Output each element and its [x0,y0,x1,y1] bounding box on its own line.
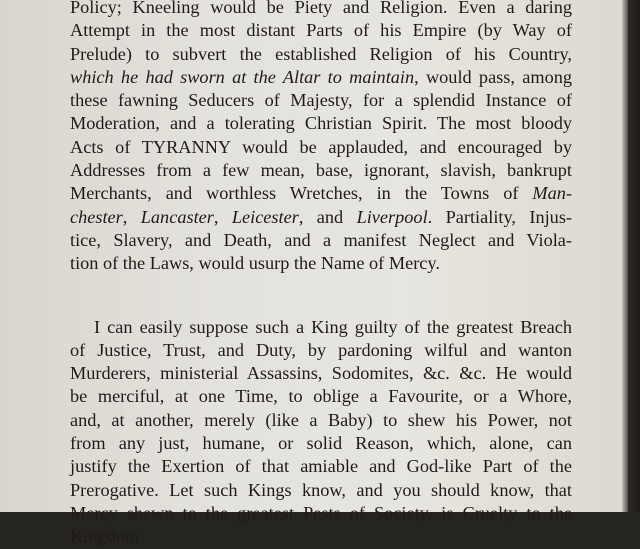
text-segment: Kingdom. [70,526,144,547]
text-segment: , [122,206,141,227]
article-text [70,0,572,549]
text-line [70,316,572,339]
text-segment: Prelude) to subvert the established Religion of his Country, [70,43,572,64]
text-segment: Attempt in the most distant Parts of his Empire (by Way of [70,20,572,41]
italic-text: Lancaster [140,206,214,227]
text-line [70,43,572,66]
text-segment: I can easily suppose such a King guilty of the greatest Breach [94,316,572,337]
text-segment: and, at another, merely (like a Baby) to shew his Power, not [70,409,572,430]
paragraph-1 [70,0,572,276]
text-segment: Murderers, ministerial Assassins, Sodomites, &c. &c. He would [70,363,572,384]
italic-text: which he had sworn at the Altar to maintain [70,66,415,87]
text-line [70,362,572,385]
text-line [70,182,572,205]
text-line [70,19,572,42]
text-segment: , would pass, among [414,66,572,87]
text-segment: these fawning Seducers of Majesty, for a splendid Instance of [70,90,572,111]
text-segment: , and [298,206,357,227]
text-segment: Moderation, and a tolerating Christian Spirit. The most bloody [70,113,572,134]
text-line [70,502,572,525]
text-segment: Addresses from a few mean, base, ignorant, slavish, bankrupt [70,160,572,181]
text-line [70,66,572,89]
text-line [70,159,572,182]
paragraph-2 [70,316,572,549]
text-segment: Policy; Kneeling would be Piety and Religion. Even a daring [70,0,572,17]
italic-text: Leicester [231,206,299,227]
text-line [70,206,572,229]
text-segment: , [213,206,232,227]
italic-text: Liverpool [356,206,428,227]
text-segment: Merchants, and worthless Wretches, in the Towns of [70,183,533,204]
text-segment: justify the Exertion of that amiable and God-like Part of the [70,456,572,477]
text-segment: tion of the Laws, would usurp the Name of Mercy. [70,253,440,274]
italic-text: Man- [532,183,572,204]
text-line [70,385,572,408]
page-edge-shadow [622,0,640,512]
text-segment: from any just, humane, or solid Reason, which, alone, can [70,433,572,454]
text-line [70,89,572,112]
text-segment: of Justice, Trust, and Duty, by pardoning wilful and wanton [70,339,572,360]
text-line [70,339,572,362]
paragraph-gap [70,276,572,316]
text-line [70,229,572,252]
italic-text: chester [70,206,123,227]
text-line [70,252,572,275]
text-line [70,136,572,159]
text-line [70,525,572,548]
text-line [70,0,572,19]
text-line [70,112,572,135]
text-segment: tice, Slavery, and Death, and a manifest Neglect and Viola- [70,229,572,250]
text-line [70,455,572,478]
text-segment: be merciful, at one Time, to oblige a Favourite, or a Whore, [70,386,572,407]
text-segment: Acts of TYRANNY would be applauded, and encouraged by [70,136,572,157]
text-line [70,432,572,455]
text-line [70,479,572,502]
text-segment: . Partiality, Injus- [427,206,573,227]
text-line [70,409,572,432]
text-segment: Prerogative. Let such Kings know, and you should know, that [70,479,572,500]
text-segment: Mercy shewn to the greatest Pests of Society, is Cruelty to the [70,502,572,523]
